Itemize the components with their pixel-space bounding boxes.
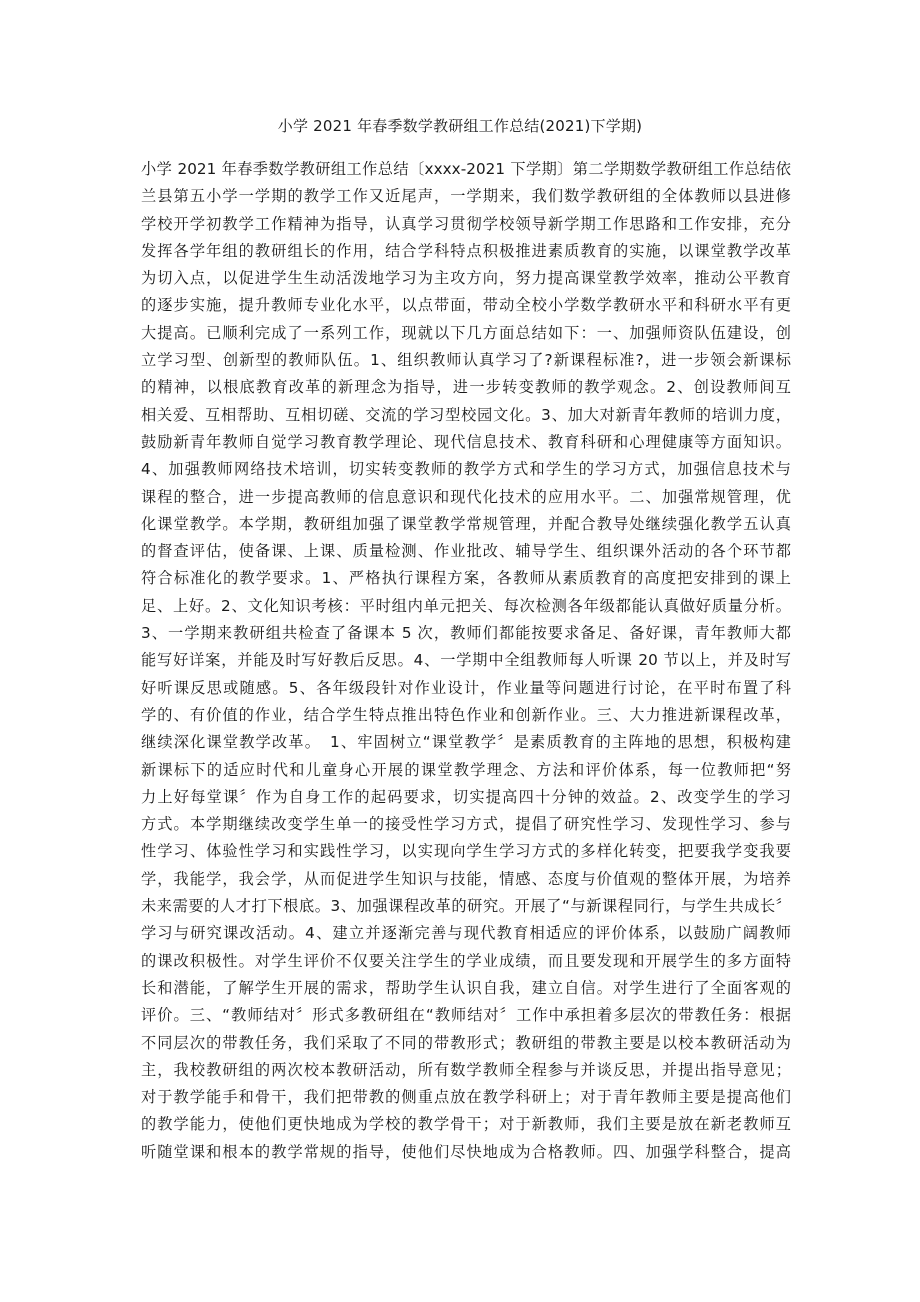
body-text-line: 学校开学初教学工作精神为指导，认真学习贯彻学校领导新学期工作思路和工作安排，充分 — [141, 214, 791, 233]
body-text-line: 学习与研究课改活动。4、建立并逐渐完善与现代教育相适应的评价体系，以鼓励广阔教师 — [141, 924, 791, 943]
body-text-line: 的课改积极性。对学生评价不仅要关注学生的学业成绩，而且要发现和开展学生的多方面特 — [141, 951, 791, 970]
body-text-line: 足、上好。2、文化知识考核：平时组内单元把关、每次检测各年级都能认真做好质量分析。 — [141, 596, 791, 615]
body-text-line: 好听课反思或随感。5、各年级段针对作业设计，作业量等问题进行讨论，在平时布置了科 — [141, 678, 791, 697]
body-text-line: 大提高。已顺利完成了一系列工作，现就以下几方面总结如下：一、加强师资队伍建设，创 — [141, 323, 791, 342]
body-text-line: 的精神，以根底教育改革的新理念为指导，进一步转变教师的教学观念。2、创设教师间互 — [141, 378, 791, 397]
body-text-line: 对于教学能手和骨干，我们把带教的侧重点放在教学科研上；对于青年教师主要是提高他们 — [141, 1088, 791, 1107]
body-text-line: 方式。本学期继续改变学生单一的接受性学习方式，提倡了研究性学习、发现性学习、参与 — [141, 815, 791, 834]
body-text-line: 的教学能力，使他们更快地成为学校的教学骨干；对于新教师，我们主要是放在新老教师互 — [141, 1115, 791, 1134]
body-text-line: 未来需要的人才打下根底。3、加强课程改革的研究。开展了“与新课程同行，与学生共成长〞 — [141, 897, 791, 916]
body-text-line: 力上好每堂课〞作为自身工作的起码要求，切实提高四十分钟的效益。2、改变学生的学习 — [141, 787, 791, 806]
body-text-line: 能写好详案，并能及时写好教后反思。4、一学期中全组教师每人听课 20 节以上，并及时写 — [141, 651, 791, 670]
body-text-line: 学，我能学，我会学，从而促进学生知识与技能，情感、态度与价值观的整体开展，为培养 — [141, 869, 791, 888]
body-text-line: 学的、有价值的作业，结合学生特点推出特色作业和创新作业。三、大力推进新课程改革， — [141, 705, 791, 724]
body-text-line: 不同层次的带教任务，我们采取了不同的带教形式；教研组的带教主要是以校本教研活动为 — [141, 1033, 791, 1052]
body-text-line: 4、加强教师网络技术培训，切实转变教师的教学方式和学生的学习方式，加强信息技术与 — [141, 460, 791, 479]
body-text-line: 小学 2021 年春季数学教研组工作总结〔xxxx-2021 下学期〕第二学期数学教研组工作总结依 — [141, 160, 791, 178]
body-text-line: 评价。三、“教师结对〞形式多教研组在“教师结对〞工作中承担着多层次的带教任务：根据 — [141, 1006, 791, 1025]
body-text-line: 听随堂课和根本的教学常规的指导，使他们尽快地成为合格教师。四、加强学科整合，提高 — [141, 1142, 791, 1161]
body-text-line: 发挥各学年组的教研组长的作用，结合学科特点积极推进素质教育的实施，以课堂教学改革 — [141, 241, 791, 260]
body-text-line: 化课堂教学。本学期，教研组加强了课堂教学常规管理，并配合教导处继续强化教学五认真 — [141, 514, 791, 533]
body-text-line: 长和潜能，了解学生开展的需求，帮助学生认识自我，建立自信。对学生进行了全面客观的 — [141, 978, 791, 997]
body-text-line: 主，我校教研组的两次校本教研活动，所有数学教师全程参与并谈反思，并提出指导意见； — [141, 1060, 791, 1079]
body-text-line: 新课标下的适应时代和儿童身心开展的课堂教学理念、方法和评价体系，每一位教师把“努 — [141, 760, 791, 779]
body-text-line: 立学习型、创新型的教师队伍。1、组织教师认真学习了?新课程标准?，进一步领会新课标 — [141, 351, 791, 370]
body-text-line: 符合标准化的教学要求。1、严格执行课程方案，各教师从素质教育的高度把安排到的课上 — [141, 569, 791, 588]
document-body — [141, 156, 791, 1166]
body-text-line: 鼓励新青年教师自觉学习教育教学理论、现代信息技术、教育科研和心理健康等方面知识。 — [141, 432, 791, 451]
body-text-line: 兰县第五小学一学期的教学工作又近尾声，一学期来，我们数学教研组的全体教师以县进修 — [141, 187, 791, 206]
body-text-line: 相关爱、互相帮助、互相切磋、交流的学习型校园文化。3、加大对新青年教师的培训力度， — [141, 405, 791, 424]
document-title: 小学 2021 年春季数学教研组工作总结(2021)下学期) — [277, 117, 643, 135]
body-text-line: 3、一学期来教研组共检查了备课本 5 次，教师们都能按要求备足、备好课，青年教师大都 — [141, 624, 791, 643]
body-text-line: 课程的整合，进一步提高教师的信息意识和现代化技术的应用水平。二、加强常规管理，优 — [141, 487, 791, 506]
body-text-line: 性学习、体验性学习和实践性学习，以实现向学生学习方式的多样化转变，把要我学变我要 — [141, 842, 791, 861]
body-text-line: 继续深化课堂教学改革。 1、牢固树立“课堂教学〞是素质教育的主阵地的思想，积极构建 — [141, 733, 791, 752]
body-text-line: 的督查评估，使备课、上课、质量检测、作业批改、辅导学生、组织课外活动的各个环节都 — [141, 542, 791, 561]
body-text-line: 为切入点，以促进学生生动活泼地学习为主攻方向，努力提高课堂教学效率，推动公平教育 — [141, 269, 791, 288]
body-text-line: 的逐步实施，提升教师专业化水平，以点带面，带动全校小学数学教研水平和科研水平有更 — [141, 296, 791, 315]
